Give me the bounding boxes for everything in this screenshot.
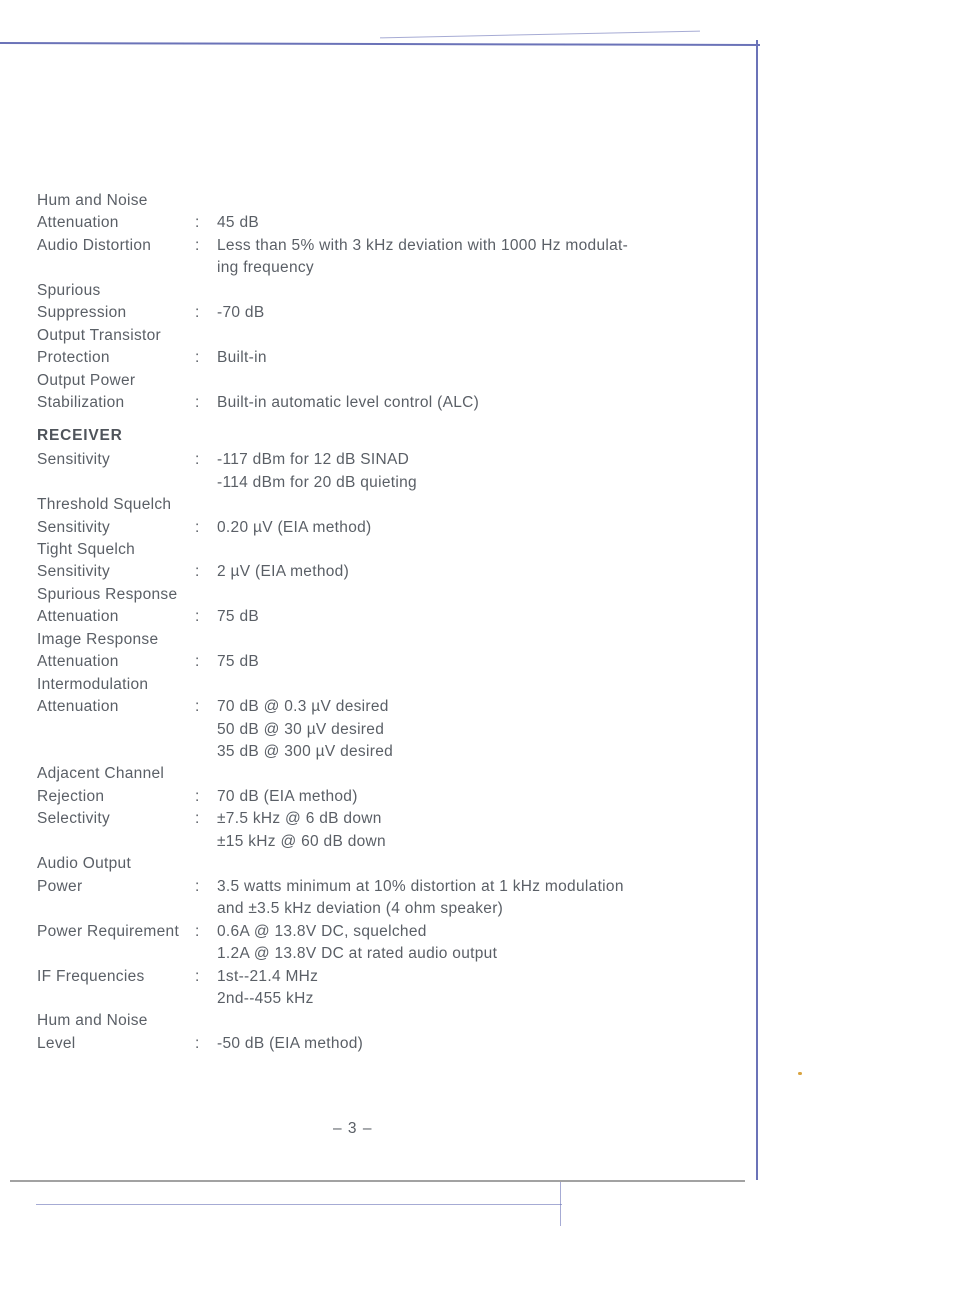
spec-sep: :	[195, 653, 200, 671]
spec-label: Spurious	[37, 281, 101, 299]
spec-label: Power Requirement	[37, 922, 180, 940]
spec-label: Attenuation	[37, 698, 119, 716]
spec-value: 1st--21.4 MHz	[217, 967, 319, 985]
spec-label: IF Frequencies	[37, 967, 145, 985]
spec-label: Level	[37, 1034, 76, 1052]
spec-value: 0.20 µV (EIA method)	[217, 518, 372, 536]
spec-value: 75 dB	[217, 608, 260, 626]
spec-value: 2nd--455 kHz	[217, 989, 314, 1007]
scan-speck	[798, 1072, 802, 1075]
spec-label: Selectivity	[37, 810, 111, 828]
scan-edge-bottom	[10, 1180, 745, 1182]
spec-label: Audio Distortion	[37, 236, 152, 254]
spec-sep: :	[195, 1034, 200, 1052]
spec-value: 45 dB	[217, 214, 260, 232]
spec-label: Tight Squelch	[37, 540, 136, 558]
spec-sep: :	[195, 608, 200, 626]
spec-label: Attenuation	[37, 214, 119, 232]
spec-value: 75 dB	[217, 653, 260, 671]
spec-sep: :	[195, 877, 200, 895]
spec-label: Rejection	[37, 787, 105, 805]
spec-label: Protection	[37, 349, 110, 367]
spec-value: Less than 5% with 3 kHz deviation with 1000 Hz modulat-	[217, 236, 629, 254]
spec-label: Audio Output	[37, 855, 132, 873]
spec-sep: :	[195, 563, 200, 581]
spec-sep: :	[195, 304, 200, 322]
spec-sep: :	[195, 349, 200, 367]
spec-label: Sensitivity	[37, 451, 111, 469]
spec-value: 3.5 watts minimum at 10% distortion at 1 kHz modulation	[217, 877, 624, 895]
spec-value: 50 dB @ 30 µV desired	[217, 720, 385, 738]
spec-value: 1.2A @ 13.8V DC at rated audio output	[217, 945, 498, 963]
spec-sep: :	[195, 518, 200, 536]
spec-value: -50 dB (EIA method)	[217, 1034, 364, 1052]
spec-label: Sensitivity	[37, 518, 111, 536]
spec-label: Intermodulation	[37, 675, 149, 693]
scan-edge-bottom-tick	[560, 1182, 561, 1226]
scan-edge-top	[0, 42, 760, 46]
spec-value: 35 dB @ 300 µV desired	[217, 743, 394, 761]
spec-value: -114 dBm for 20 dB quieting	[217, 473, 417, 491]
spec-value: -70 dB	[217, 304, 265, 322]
spec-value: 2 µV (EIA method)	[217, 563, 350, 581]
spec-label: Hum and Noise	[37, 192, 148, 209]
spec-label: Power	[37, 877, 83, 895]
spec-value: and ±3.5 kHz deviation (4 ohm speaker)	[217, 900, 504, 918]
spec-label: Adjacent Channel	[37, 765, 165, 783]
spec-label: Stabilization	[37, 394, 125, 412]
spec-sep: :	[195, 214, 200, 232]
spec-value: -117 dBm for 12 dB SINAD	[217, 451, 410, 469]
spec-label: Hum and Noise	[37, 1012, 148, 1030]
spec-label: Threshold Squelch	[37, 496, 172, 514]
spec-value: 0.6A @ 13.8V DC, squelched	[217, 922, 427, 940]
spec-sep: :	[195, 787, 200, 805]
spec-value: 70 dB (EIA method)	[217, 787, 358, 805]
spec-label: Output Power	[37, 371, 136, 389]
spec-sep: :	[195, 394, 200, 412]
spec-label: Sensitivity	[37, 563, 111, 581]
spec-sep: :	[195, 810, 200, 828]
spec-sep: :	[195, 922, 200, 940]
spec-sep: :	[195, 236, 200, 254]
spec-value: ing frequency	[217, 259, 314, 277]
scan-edge-right	[756, 40, 758, 1180]
spec-label: Spurious Response	[37, 585, 178, 603]
spec-value: ±15 kHz @ 60 dB down	[217, 832, 386, 850]
spec-value: Built-in automatic level control (ALC)	[217, 394, 480, 412]
spec-value: 70 dB @ 0.3 µV desired	[217, 698, 389, 716]
spec-value: Built-in	[217, 349, 267, 367]
page-number: – 3 –	[333, 1120, 373, 1137]
spec-label: Suppression	[37, 304, 127, 322]
spec-label: Attenuation	[37, 653, 119, 671]
spec-sep: :	[195, 967, 200, 985]
spec-label: Image Response	[37, 630, 159, 648]
scan-edge-top-faint	[380, 31, 700, 39]
spec-label: Attenuation	[37, 608, 119, 626]
spec-sep: :	[195, 698, 200, 716]
section-heading-receiver: RECEIVER	[37, 426, 123, 444]
spec-value: ±7.5 kHz @ 6 dB down	[217, 810, 382, 828]
spec-label: Output Transistor	[37, 326, 161, 344]
spec-sep: :	[195, 451, 200, 469]
scan-edge-bottom-faint	[36, 1204, 562, 1205]
